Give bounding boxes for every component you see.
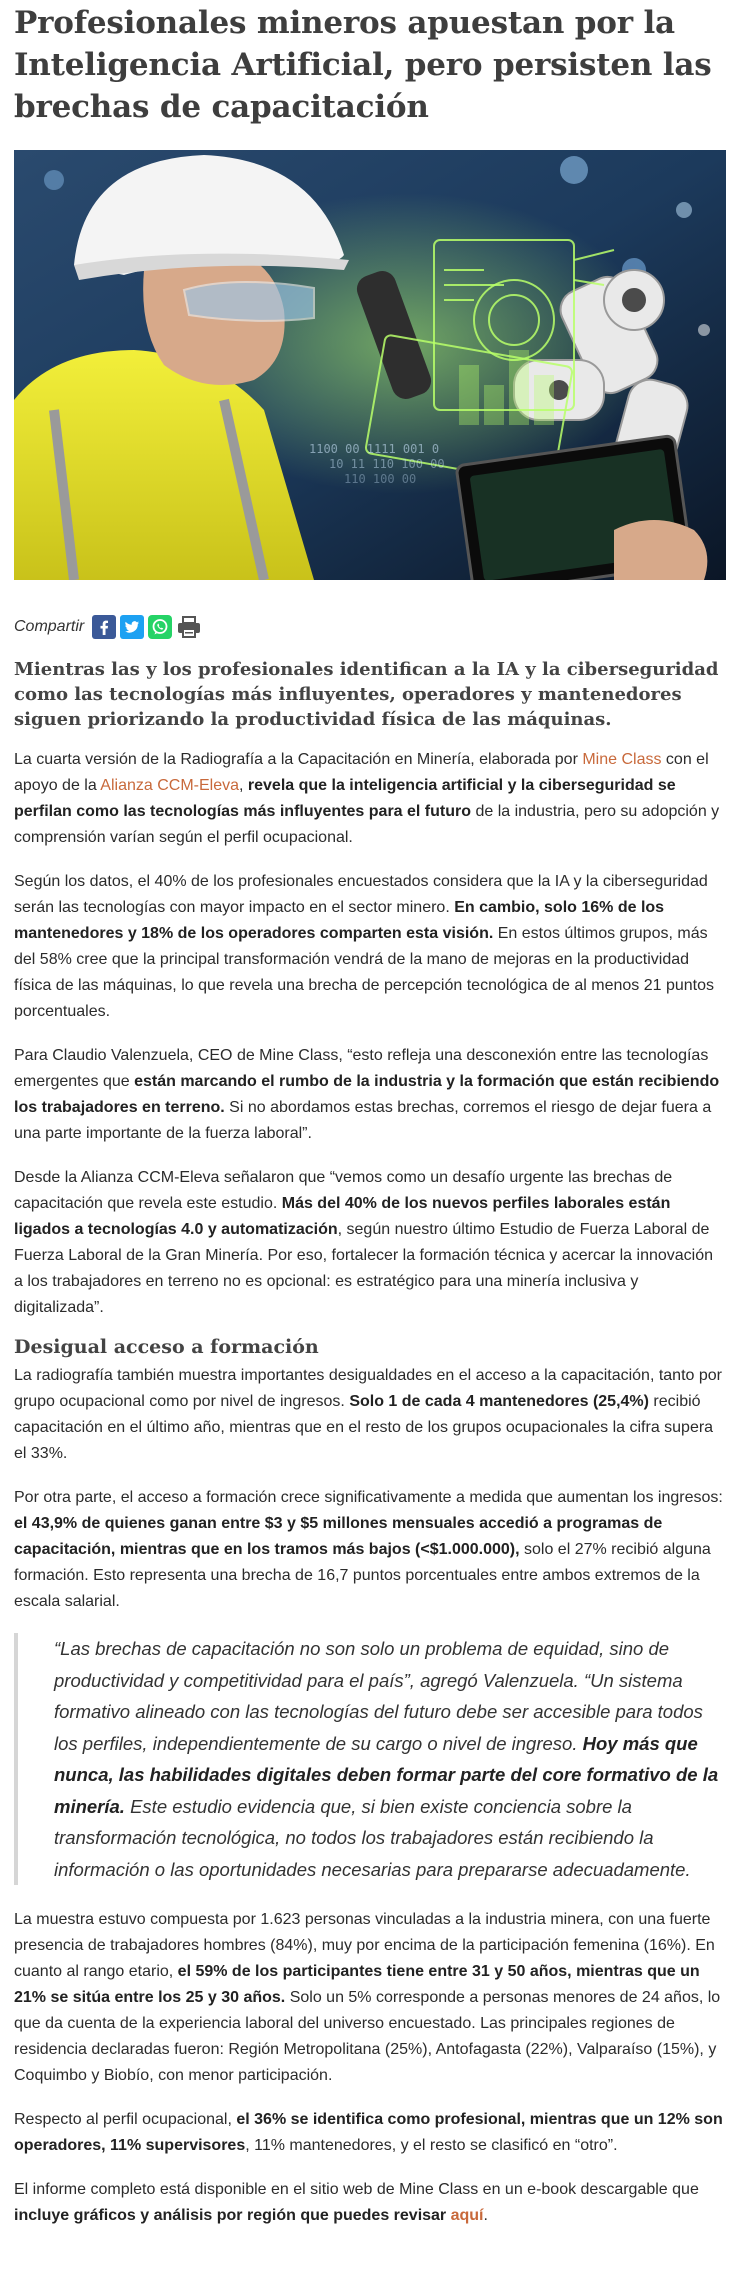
section-heading: Desigual acceso a formación xyxy=(14,1336,319,1358)
bold-text: el 43,9% de quienes ganan entre $3 y $5 millones mensuales accedió a programas de capacitación, mientras que en los tramos más bajos (<$1.000.000), xyxy=(14,1515,663,1558)
article-body xyxy=(14,747,726,2247)
text: La radiografía también muestra importantes desigualdades en el acceso a la capacitación, tanto por grupo ocupacional como por nivel de ingresos. xyxy=(14,1367,722,1410)
bold-text: Solo 1 de cada 4 mantenedores (25,4%) xyxy=(349,1393,649,1410)
quote-text: Este estudio evidencia que, si bien existe conciencia sobre la transformación tecnológica, no todos los trabajadores están recibiendo la información o las oportunidades necesarias para prepararse adecuadamente. xyxy=(54,1795,691,1880)
text: , según nuestro último Estudio de Fuerza Laboral de Fuerza Laboral de la Gran Minería. Por eso, fortalecer la formación técnica y acercar la innovación a los trabajadores en terreno no es opcional: es estratégico para una minería inclusiva y digitalizada”. xyxy=(14,1221,714,1316)
text: Según los datos, el 40% de los profesionales encuestados considera que la IA y la ciberseguridad serán las tecnologías con mayor impacto en el sector minero. xyxy=(14,873,708,916)
twitter-icon[interactable] xyxy=(120,615,144,639)
text: con el apoyo de la xyxy=(14,751,709,794)
paragraph-9 xyxy=(14,2177,726,2229)
article xyxy=(14,0,726,2224)
paragraph-8 xyxy=(14,2107,726,2159)
bold-text: Más del 40% de los nuevos perfiles laborales están ligados a tecnologías 4.0 y automatización xyxy=(14,1195,671,1238)
text: , 11% mantenedores, y el resto se clasificó en “otro”. xyxy=(245,2137,618,2154)
paragraph-3 xyxy=(14,1043,726,1147)
hero-image xyxy=(14,150,726,580)
text: En estos últimos grupos, más del 58% cree que la principal transformación vendrá de la mano de mejoras en la productividad física de las máquinas, lo que revela una brecha de percepción tecnológica de al menos 21 puntos porcentuales. xyxy=(14,925,715,1020)
bold-text: el 59% de los participantes tiene entre 31 y 50 años, mientras que un 21% se sitúa entre los 25 y 30 años. xyxy=(14,1963,700,2006)
quote-bold-text: Hoy más que nunca, las habilidades digitales deben formar parte del core formativo de la minería. xyxy=(54,1732,719,1817)
text: Para Claudio Valenzuela, CEO de Mine Class, “esto refleja una desconexión entre las tecnologías emergentes que xyxy=(14,1047,709,1090)
article-lead: Mientras las y los profesionales identifican a la IA y la ciberseguridad como las tecnologías más influyentes, operadores y mantenedores siguen priorizando la productividad física de las máquinas. xyxy=(14,659,719,730)
text: de la industria, pero su adopción y comprensión varían según el perfil ocupacional. xyxy=(14,803,720,846)
report-link[interactable]: aquí xyxy=(450,2207,484,2224)
bold-text: el 36% se identifica como profesional, mientras que un 12% son operadores, 11% supervisores xyxy=(14,2111,723,2154)
text: La cuarta versión de la Radiografía a la Capacitación en Minería, elaborada por xyxy=(14,751,583,768)
paragraph-6 xyxy=(14,1485,726,1615)
text: . xyxy=(483,2207,488,2224)
text: El informe completo está disponible en el sitio web de Mine Class en un e-book descargable que xyxy=(14,2181,699,2198)
bold-text: incluye gráficos y análisis por región que puedes revisar xyxy=(14,2207,451,2224)
paragraph-5 xyxy=(14,1363,726,1467)
text: , xyxy=(239,777,248,794)
bold-text: En cambio, solo 16% de los mantenedores y 18% de los operadores comparten esta visión. xyxy=(14,899,665,942)
share-bar xyxy=(14,612,200,642)
text: Por otra parte, el acceso a formación crece significativamente a medida que aumentan los ingresos: xyxy=(14,1489,723,1506)
binary-text-3: 110 100 00 xyxy=(344,472,417,486)
facebook-icon[interactable] xyxy=(92,615,116,639)
text: recibió capacitación en el último año, mientras que en el resto de los grupos ocupacionales la cifra supera el 33%. xyxy=(14,1393,714,1462)
binary-text-2: 10 11 110 100 00 xyxy=(329,457,445,471)
paragraph-1 xyxy=(14,747,726,851)
paragraph-2 xyxy=(14,869,726,1025)
text: Desde la Alianza CCM-Eleva señalaron que “vemos como un desafío urgente las brechas de capacitación que revela este estudio. xyxy=(14,1169,673,1212)
alianza-ccm-eleva-link[interactable]: Alianza CCM-Eleva xyxy=(100,777,240,794)
whatsapp-icon[interactable] xyxy=(148,615,172,639)
text: Respecto al perfil ocupacional, xyxy=(14,2111,237,2128)
pull-quote xyxy=(14,1633,726,1885)
paragraph-4 xyxy=(14,1165,726,1321)
text: solo el 27% recibió alguna formación. Esto representa una brecha de 16,7 puntos porcentuales entre ambos extremos de la escala salarial. xyxy=(14,1541,711,1610)
share-label: Compartir xyxy=(14,618,85,635)
text: Si no abordamos estas brechas, corremos el riesgo de dejar fuera a una parte importante de la fuerza laboral”. xyxy=(14,1099,712,1142)
mine-class-link[interactable]: Mine Class xyxy=(582,751,662,768)
paragraph-7 xyxy=(14,1907,726,2089)
quote-text: “Las brechas de capacitación no son solo un problema de equidad, sino de productividad y competitividad para el país”, agregó Valenzuela. “Un sistema formativo alineado con las tecnologías del futuro debe ser accesible para todos los perfiles, independientemente de su cargo o nivel de ingreso. xyxy=(54,1638,703,1754)
bold-text: están marcando el rumbo de la industria y la formación que están recibiendo los trabajadores en terreno. xyxy=(14,1073,720,1116)
text: Solo un 5% corresponde a personas menores de 24 años, lo que da cuenta de la experiencia laboral del universo encuestado. Las principales regiones de residencia declaradas fueron: Región Metropolitana (25%), Antofagasta (22%), Valparaíso (15%), y Coquimbo y Biobío, con menor participación. xyxy=(14,1989,721,2084)
binary-text-1: 1100 00 1111 001 0 xyxy=(309,442,440,456)
bold-text: revela que la inteligencia artificial y la ciberseguridad se perfilan como las tecnologías más influyentes para el futuro xyxy=(14,777,676,820)
print-icon[interactable] xyxy=(176,615,200,639)
article-title: Profesionales mineros apuestan por la Inteligencia Artificial, pero persisten las brechas de capacitación xyxy=(14,5,712,125)
text: La muestra estuvo compuesta por 1.623 personas vinculadas a la industria minera, con una fuerte presencia de trabajadores hombres (84%), muy por encima de la participación femenina (16%). En cuanto al rango etario, xyxy=(14,1911,715,1980)
